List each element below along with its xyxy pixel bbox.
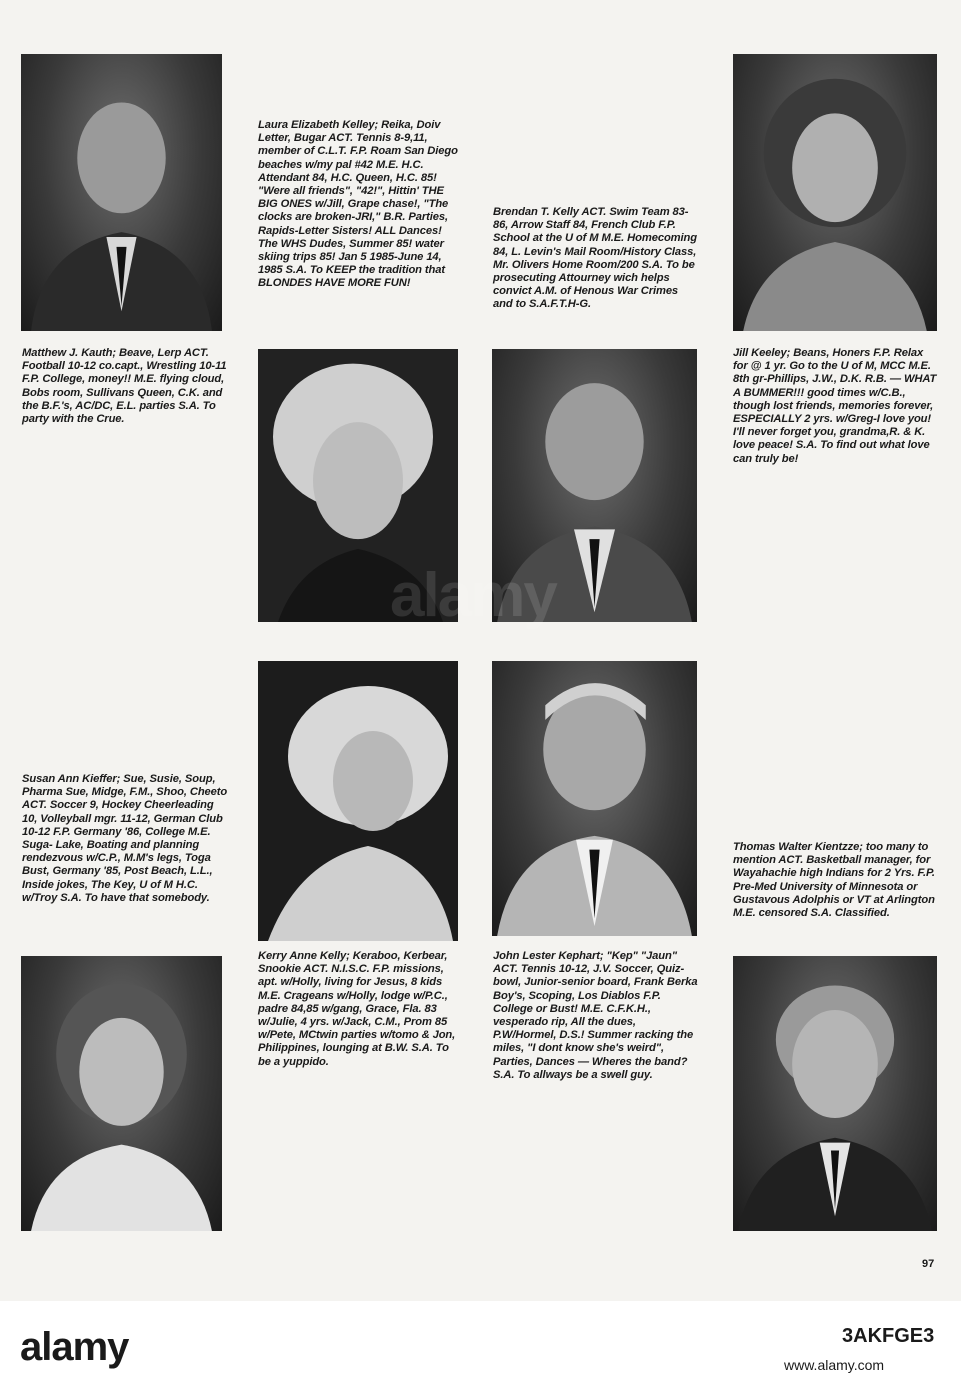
portrait-photo-matthew-kauth — [21, 54, 222, 331]
page-number: 97 — [922, 1258, 935, 1270]
portrait-photo-jill-keeley — [733, 54, 937, 331]
portrait-photo-laura-kelley — [258, 349, 458, 622]
bio-susan-kieffer: Susan Ann Kieffer; Sue, Susie, Soup, Pharma Sue, Midge, F.M., Shoo, Cheeto ACT. Soccer 9, Hockey Cheerleading 10, Volleyball mgr. 11-12, German Club 10-12 F.P. Germany '86, College M.E. Suga- Lake, Boating and planning rendezvous w/C.P., M.M's legs, Toga Bust, Germany '85, Post Beach, L.L., Inside jokes, The Key, U of M H.C. w/Troy S.A. To have that somebody. — [22, 773, 228, 904]
alamy-logo: alamy — [20, 1325, 129, 1369]
portrait-photo-john-kephart — [492, 661, 697, 936]
footer-url: www.alamy.com — [784, 1357, 885, 1373]
portrait-photo-thomas-kientzze — [733, 956, 937, 1231]
bio-jill-keeley: Jill Keeley; Beans, Honers F.P. Relax for @ 1 yr. Go to the U of M, MCC M.E. 8th gr-Phillips, J.W., D.K. R.B. — WHAT A BUMMER!!! good times w/C.B., though lost friends, memories forever, ESPECIALLY 2 yrs. w/Greg-I love you! I'll never forget you, grandma,R. & K. love peace! S.A. To find out what love can truly be! — [733, 347, 937, 465]
portrait-photo-brendan-kelly — [492, 349, 697, 622]
bio-kerry-kelly: Kerry Anne Kelly; Keraboo, Kerbear, Snookie ACT. N.I.S.C. F.P. missions, apt. w/Holly, living for Jesus, 8 kids M.E. Crageans w/Holly, lodge w/P.C., padre 84,85 w/gang, Grace, Fla. 83 w/Julie, 4 yrs. w/Jack, C.M., Prom 85 w/Pete, MCtwin parties w/tomo & Jon, Philippines, lounging at B.W. S.A. To be a yuppido. — [258, 950, 456, 1068]
watermark: alamy — [390, 561, 556, 630]
portrait-photo-susan-kieffer — [21, 956, 222, 1231]
stock-footer — [0, 1301, 961, 1390]
image-id: 3AKFGE3 — [842, 1325, 935, 1347]
bio-john-kephart: John Lester Kephart; "Kep" "Jaun" ACT. Tennis 10-12, J.V. Soccer, Quiz-bowl, Junior-senior board, Frank Berka Boy's, Scoping, Los Diablos F.P. College or Bust! M.E. C.F.K.H., vesperado rip, All the dues, P.W/Hormel, D.S.! Summer racking the miles, "I dont know she's weird", Parties, Dances — Wheres the band? S.A. To allways be a swell guy. — [493, 950, 698, 1081]
portrait-photo-kerry-kelly — [258, 661, 458, 941]
bio-laura-kelley: Laura Elizabeth Kelley; Reika, Doiv Letter, Bugar ACT. Tennis 8-9,11, member of C.L.T. F.P. Roam San Diego beaches w/my pal #42 M.E. H.C. Attendant 84, H.C. Queen, H.C. 85! "Were all friends", "42!", Hittin' THE BIG ONES w/Jill, Grape chase!, "The clocks are broken-JRI," B.R. Parties, Rapids-Letter Sisters! ALL Dances! The WHS Dudes, Summer 85! water skiing trips 85! Jan 5 1985-June 14, 1985 S.A. To KEEP the tradition that BLONDES HAVE MORE FUN! — [258, 119, 458, 290]
bio-matthew-kauth: Matthew J. Kauth; Beave, Lerp ACT. Football 10-12 co.capt., Wrestling 10-11 F.P. College, money!! M.E. flying cloud, Bobs room, Sullivans Queen, C.K. and the B.F.'s, AC/DC, E.L. parties S.A. To party with the Crue. — [22, 347, 227, 426]
bio-thomas-kientzze: Thomas Walter Kientzze; too many to mention ACT. Basketball manager, for Wayahachie high Indians for 2 Yrs. F.P. Pre-Med University of Minnesota or Gustavous Adolphis or VT at Arlington M.E. censored S.A. Classified. — [733, 841, 935, 920]
bio-brendan-kelly: Brendan T. Kelly ACT. Swim Team 83-86, Arrow Staff 84, French Club F.P. School at the U of M M.E. Homecoming 84, L. Levin's Mail Room/History Class, Mr. Olivers Home Room/200 S.A. To be prosecuting Attourney wich helps convict A.M. of Henous War Crimes and to S.A.F.T.H-G. — [493, 206, 697, 311]
